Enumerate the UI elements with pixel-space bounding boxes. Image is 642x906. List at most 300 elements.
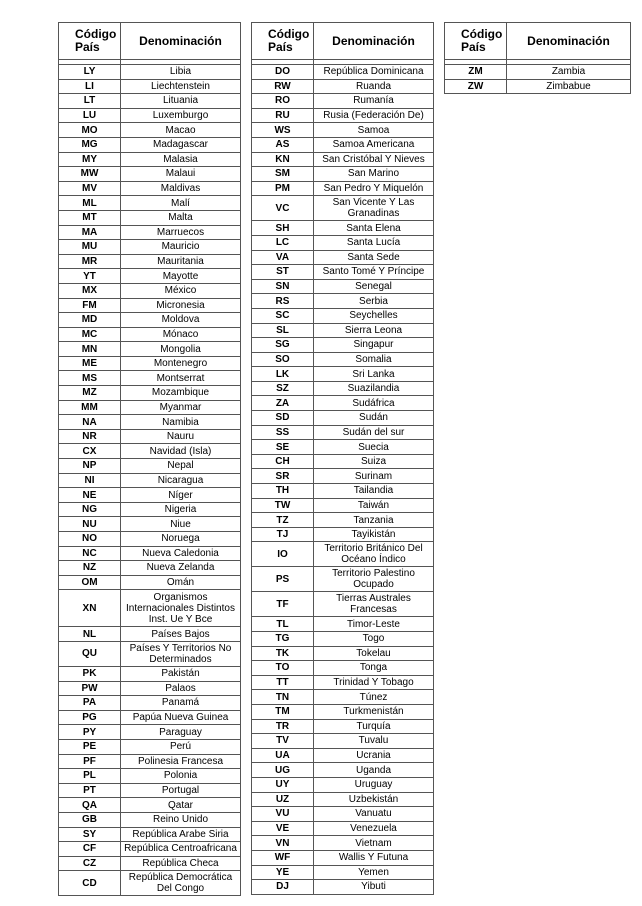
country-code-cell: NZ: [59, 561, 121, 576]
country-name-cell: Micronesia: [121, 298, 241, 313]
table-row: [252, 807, 434, 822]
table-row: [59, 827, 241, 842]
table-row: [252, 123, 434, 138]
country-code-cell: MS: [59, 371, 121, 386]
country-name-cell: Países Bajos: [121, 627, 241, 642]
country-name-cell: Uruguay: [314, 777, 434, 792]
table-row: [59, 386, 241, 401]
table-row: [252, 152, 434, 167]
table-row: [59, 269, 241, 284]
table-row: [59, 641, 241, 666]
table-row: [59, 856, 241, 871]
country-code-cell: RO: [252, 94, 314, 109]
table-row: [252, 181, 434, 196]
table-row: [59, 590, 241, 627]
table-row: [59, 356, 241, 371]
country-code-cell: ZW: [445, 79, 507, 94]
header-row: [59, 23, 241, 60]
country-name-cell: Luxemburgo: [121, 108, 241, 123]
table-row: [252, 865, 434, 880]
table-row: [59, 546, 241, 561]
country-name-cell: Turkmenistán: [314, 704, 434, 719]
country-code-cell: PY: [59, 725, 121, 740]
table-row: [59, 167, 241, 182]
table-row: [252, 308, 434, 323]
country-name-cell: Sudán: [314, 411, 434, 426]
country-name-cell: Santo Tomé Y Príncipe: [314, 265, 434, 280]
country-code-cell: DJ: [252, 880, 314, 895]
country-name-cell: Singapur: [314, 338, 434, 353]
table-row: [59, 459, 241, 474]
country-name-cell: Suazilandia: [314, 381, 434, 396]
country-code-cell: PA: [59, 696, 121, 711]
country-code-cell: MV: [59, 181, 121, 196]
table-row: [252, 542, 434, 567]
country-name-cell: Yemen: [314, 865, 434, 880]
country-code-cell: MC: [59, 327, 121, 342]
country-name-cell: Territorio Británico Del Océano Índico: [314, 542, 434, 567]
header-name: Denominación: [314, 23, 434, 60]
country-name-cell: Sudáfrica: [314, 396, 434, 411]
country-name-cell: Ucrania: [314, 748, 434, 763]
country-code-cell: NR: [59, 429, 121, 444]
table-row: [59, 666, 241, 681]
table-row: [59, 298, 241, 313]
table-row: [59, 79, 241, 94]
country-code-cell: PE: [59, 739, 121, 754]
table-row: [445, 79, 631, 94]
country-name-cell: Santa Sede: [314, 250, 434, 265]
country-name-cell: Vanuatu: [314, 807, 434, 822]
country-name-cell: Suiza: [314, 454, 434, 469]
country-code-cell: ME: [59, 356, 121, 371]
country-name-cell: Zimbabue: [507, 79, 631, 94]
country-name-cell: República Arabe Siria: [121, 827, 241, 842]
country-code-cell: MN: [59, 342, 121, 357]
country-name-cell: San Marino: [314, 167, 434, 182]
country-name-cell: Namibia: [121, 415, 241, 430]
table-row: [59, 517, 241, 532]
country-code-cell: TL: [252, 617, 314, 632]
country-name-cell: Perú: [121, 739, 241, 754]
table-row: [59, 575, 241, 590]
country-name-cell: Paraguay: [121, 725, 241, 740]
country-code-cell: RU: [252, 108, 314, 123]
country-name-cell: Togo: [314, 632, 434, 647]
country-code-cell: ST: [252, 265, 314, 280]
table-row: [59, 754, 241, 769]
table-row: [252, 425, 434, 440]
header-code: Código País: [59, 23, 121, 60]
table-row: [59, 240, 241, 255]
country-name-cell: Tanzania: [314, 513, 434, 528]
country-name-cell: Níger: [121, 488, 241, 503]
country-name-cell: Mauricio: [121, 240, 241, 255]
table-row: [252, 352, 434, 367]
country-name-cell: Montserrat: [121, 371, 241, 386]
country-code-cell: TF: [252, 592, 314, 617]
country-name-cell: Malí: [121, 196, 241, 211]
country-code-cell: MM: [59, 400, 121, 415]
table-row: [252, 137, 434, 152]
country-name-cell: Tonga: [314, 661, 434, 676]
country-code-cell: PK: [59, 666, 121, 681]
table-row: [59, 473, 241, 488]
table-row: [252, 221, 434, 236]
country-name-cell: Liechtenstein: [121, 79, 241, 94]
country-code-cell: TT: [252, 675, 314, 690]
country-code-cell: RS: [252, 294, 314, 309]
country-name-cell: Rumanía: [314, 94, 434, 109]
country-name-cell: Tierras Australes Francesas: [314, 592, 434, 617]
country-code-cell: PF: [59, 754, 121, 769]
country-name-cell: Moldova: [121, 313, 241, 328]
country-code-cell: NC: [59, 546, 121, 561]
country-name-cell: Rusia (Federación De): [314, 108, 434, 123]
country-code-cell: VC: [252, 196, 314, 221]
country-code-cell: SN: [252, 279, 314, 294]
country-name-cell: México: [121, 283, 241, 298]
table-row: [252, 675, 434, 690]
table-row: [252, 592, 434, 617]
table-row: [59, 783, 241, 798]
table-row: [252, 632, 434, 647]
country-code-cell: TO: [252, 661, 314, 676]
country-name-cell: Qatar: [121, 798, 241, 813]
country-code-cell: CD: [59, 871, 121, 896]
country-name-cell: Lituania: [121, 94, 241, 109]
country-name-cell: Nauru: [121, 429, 241, 444]
country-code-cell: SL: [252, 323, 314, 338]
country-code-cell: YT: [59, 269, 121, 284]
country-code-cell: GB: [59, 812, 121, 827]
country-code-cell: WF: [252, 850, 314, 865]
table-row: [252, 279, 434, 294]
country-code-cell: ML: [59, 196, 121, 211]
table-row: [252, 294, 434, 309]
country-name-cell: Turquía: [314, 719, 434, 734]
country-code-cell: MG: [59, 137, 121, 152]
table-row: [59, 181, 241, 196]
table-row: [59, 313, 241, 328]
header-name: Denominación: [121, 23, 241, 60]
country-code-cell: SH: [252, 221, 314, 236]
country-code-cell: LC: [252, 235, 314, 250]
country-name-cell: Samoa: [314, 123, 434, 138]
table-row: [445, 65, 631, 80]
country-code-cell: IO: [252, 542, 314, 567]
table-row: [59, 627, 241, 642]
country-code-cell: WS: [252, 123, 314, 138]
table-row: [59, 429, 241, 444]
country-name-cell: Vietnam: [314, 836, 434, 851]
table-row: [252, 94, 434, 109]
table-row: [59, 123, 241, 138]
country-name-cell: Santa Elena: [314, 221, 434, 236]
country-code-cell: CH: [252, 454, 314, 469]
country-name-cell: Sri Lanka: [314, 367, 434, 382]
table-row: [252, 690, 434, 705]
table-row: [252, 396, 434, 411]
table-row: [59, 532, 241, 547]
header-code: Código País: [445, 23, 507, 60]
country-code-cell: SC: [252, 308, 314, 323]
header-name: Denominación: [507, 23, 631, 60]
table-row: [252, 65, 434, 80]
country-name-cell: Madagascar: [121, 137, 241, 152]
country-code-cell: VA: [252, 250, 314, 265]
country-name-cell: Samoa Americana: [314, 137, 434, 152]
country-name-cell: Maldivas: [121, 181, 241, 196]
table-row: [252, 411, 434, 426]
country-code-table-3: [444, 22, 631, 94]
country-name-cell: Mauritania: [121, 254, 241, 269]
country-name-cell: Venezuela: [314, 821, 434, 836]
country-name-cell: Somalia: [314, 352, 434, 367]
country-code-cell: MX: [59, 283, 121, 298]
table-row: [252, 567, 434, 592]
country-name-cell: Nigeria: [121, 502, 241, 517]
country-code-cell: TW: [252, 498, 314, 513]
country-name-cell: Palaos: [121, 681, 241, 696]
country-name-cell: Mongolia: [121, 342, 241, 357]
country-name-cell: Zambia: [507, 65, 631, 80]
country-code-cell: SD: [252, 411, 314, 426]
country-name-cell: Surinam: [314, 469, 434, 484]
country-name-cell: Mónaco: [121, 327, 241, 342]
country-code-cell: RW: [252, 79, 314, 94]
country-name-cell: Santa Lucía: [314, 235, 434, 250]
country-name-cell: Malaui: [121, 167, 241, 182]
table-row: [59, 415, 241, 430]
country-code-cell: VE: [252, 821, 314, 836]
header-row: [445, 23, 631, 60]
table-row: [252, 661, 434, 676]
country-code-cell: KN: [252, 152, 314, 167]
table-row: [252, 513, 434, 528]
country-name-cell: República Dominicana: [314, 65, 434, 80]
table-row: [59, 842, 241, 857]
table-row: [252, 719, 434, 734]
country-code-cell: VU: [252, 807, 314, 822]
country-code-cell: LY: [59, 65, 121, 80]
country-code-cell: UZ: [252, 792, 314, 807]
country-name-cell: República Centroafricana: [121, 842, 241, 857]
table-row: [252, 196, 434, 221]
country-name-cell: Yibuti: [314, 880, 434, 895]
table-row: [252, 108, 434, 123]
country-name-cell: Territorio Palestino Ocupado: [314, 567, 434, 592]
country-name-cell: Wallis Y Futuna: [314, 850, 434, 865]
table-row: [252, 454, 434, 469]
table-row: [59, 502, 241, 517]
country-code-cell: VN: [252, 836, 314, 851]
country-code-cell: LK: [252, 367, 314, 382]
country-code-table-2: [251, 22, 434, 895]
country-name-cell: Mayotte: [121, 269, 241, 284]
country-name-cell: Nueva Caledonia: [121, 546, 241, 561]
table-row: [59, 725, 241, 740]
table-row: [59, 812, 241, 827]
table-row: [59, 94, 241, 109]
table-row: [252, 440, 434, 455]
country-code-cell: TV: [252, 734, 314, 749]
country-code-cell: SG: [252, 338, 314, 353]
country-name-cell: Tuvalu: [314, 734, 434, 749]
country-name-cell: Timor-Leste: [314, 617, 434, 632]
country-code-cell: PS: [252, 567, 314, 592]
country-name-cell: San Cristóbal Y Nieves: [314, 152, 434, 167]
country-code-cell: TK: [252, 646, 314, 661]
country-code-cell: YE: [252, 865, 314, 880]
country-code-cell: SM: [252, 167, 314, 182]
country-name-cell: Pakistán: [121, 666, 241, 681]
table-row: [252, 792, 434, 807]
country-code-cell: TJ: [252, 527, 314, 542]
table-row: [252, 836, 434, 851]
table-row: [59, 488, 241, 503]
country-code-cell: MY: [59, 152, 121, 167]
country-code-cell: DO: [252, 65, 314, 80]
table-row: [252, 821, 434, 836]
country-code-cell: QA: [59, 798, 121, 813]
country-name-cell: Noruega: [121, 532, 241, 547]
country-code-cell: MU: [59, 240, 121, 255]
country-code-cell: SO: [252, 352, 314, 367]
country-code-cell: UY: [252, 777, 314, 792]
table-row: [59, 710, 241, 725]
country-code-cell: SR: [252, 469, 314, 484]
table-row: [59, 681, 241, 696]
country-name-cell: Nicaragua: [121, 473, 241, 488]
country-code-cell: CF: [59, 842, 121, 857]
table-row: [252, 367, 434, 382]
country-code-cell: SY: [59, 827, 121, 842]
country-name-cell: Senegal: [314, 279, 434, 294]
table-row: [59, 871, 241, 896]
country-code-cell: UA: [252, 748, 314, 763]
country-code-cell: SS: [252, 425, 314, 440]
country-name-cell: San Vicente Y Las Granadinas: [314, 196, 434, 221]
table-row: [59, 327, 241, 342]
table-row: [252, 338, 434, 353]
country-code-cell: LI: [59, 79, 121, 94]
country-name-cell: Ruanda: [314, 79, 434, 94]
country-name-cell: Tokelau: [314, 646, 434, 661]
country-name-cell: Uzbekistán: [314, 792, 434, 807]
country-code-cell: MT: [59, 210, 121, 225]
table-row: [59, 210, 241, 225]
table-row: [252, 763, 434, 778]
country-code-cell: NE: [59, 488, 121, 503]
country-code-cell: CZ: [59, 856, 121, 871]
country-name-cell: Montenegro: [121, 356, 241, 371]
country-code-cell: NL: [59, 627, 121, 642]
country-code-cell: LU: [59, 108, 121, 123]
country-code-cell: TN: [252, 690, 314, 705]
country-name-cell: Niue: [121, 517, 241, 532]
country-name-cell: Nueva Zelanda: [121, 561, 241, 576]
country-name-cell: Myanmar: [121, 400, 241, 415]
country-code-cell: NO: [59, 532, 121, 547]
country-name-cell: Malta: [121, 210, 241, 225]
country-name-cell: Organismos Internacionales Distintos Inst. Ue Y Bce: [121, 590, 241, 627]
country-name-cell: Tailandia: [314, 484, 434, 499]
table-row: [59, 65, 241, 80]
table-row: [252, 469, 434, 484]
country-code-cell: SE: [252, 440, 314, 455]
table-row: [59, 371, 241, 386]
country-code-cell: TR: [252, 719, 314, 734]
table-row: [59, 798, 241, 813]
table-row: [252, 381, 434, 396]
country-name-cell: Navidad (Isla): [121, 444, 241, 459]
country-code-cell: MW: [59, 167, 121, 182]
country-code-cell: NI: [59, 473, 121, 488]
country-code-cell: TM: [252, 704, 314, 719]
table-row: [59, 196, 241, 211]
country-code-cell: PT: [59, 783, 121, 798]
country-code-cell: TZ: [252, 513, 314, 528]
country-name-cell: Países Y Territorios No Determinados: [121, 641, 241, 666]
country-name-cell: Libia: [121, 65, 241, 80]
table-row: [252, 250, 434, 265]
country-name-cell: Panamá: [121, 696, 241, 711]
country-name-cell: Tayikistán: [314, 527, 434, 542]
country-name-cell: Mozambique: [121, 386, 241, 401]
table-row: [59, 137, 241, 152]
table-row: [252, 617, 434, 632]
table-row: [252, 880, 434, 895]
country-code-cell: MZ: [59, 386, 121, 401]
country-name-cell: Polinesia Francesa: [121, 754, 241, 769]
country-name-cell: San Pedro Y Miquelón: [314, 181, 434, 196]
country-name-cell: Marruecos: [121, 225, 241, 240]
country-code-cell: NG: [59, 502, 121, 517]
table-row: [59, 739, 241, 754]
country-name-cell: Nepal: [121, 459, 241, 474]
table-row: [252, 734, 434, 749]
table-row: [59, 152, 241, 167]
country-name-cell: República Checa: [121, 856, 241, 871]
country-name-cell: Serbia: [314, 294, 434, 309]
country-code-cell: XN: [59, 590, 121, 627]
country-code-cell: TG: [252, 632, 314, 647]
country-code-cell: UG: [252, 763, 314, 778]
table-row: [252, 167, 434, 182]
country-code-cell: PL: [59, 769, 121, 784]
country-code-cell: QU: [59, 641, 121, 666]
country-code-cell: FM: [59, 298, 121, 313]
table-row: [252, 235, 434, 250]
country-name-cell: Sierra Leona: [314, 323, 434, 338]
table-row: [59, 225, 241, 240]
country-name-cell: Taiwán: [314, 498, 434, 513]
table-row: [252, 748, 434, 763]
country-name-cell: República Democrática Del Congo: [121, 871, 241, 896]
country-code-cell: ZA: [252, 396, 314, 411]
country-code-cell: NA: [59, 415, 121, 430]
header-row: [252, 23, 434, 60]
country-name-cell: Portugal: [121, 783, 241, 798]
country-code-cell: LT: [59, 94, 121, 109]
country-name-cell: Uganda: [314, 763, 434, 778]
table-row: [59, 108, 241, 123]
table-row: [59, 444, 241, 459]
country-name-cell: Trinidad Y Tobago: [314, 675, 434, 690]
country-code-cell: NU: [59, 517, 121, 532]
table-row: [252, 498, 434, 513]
